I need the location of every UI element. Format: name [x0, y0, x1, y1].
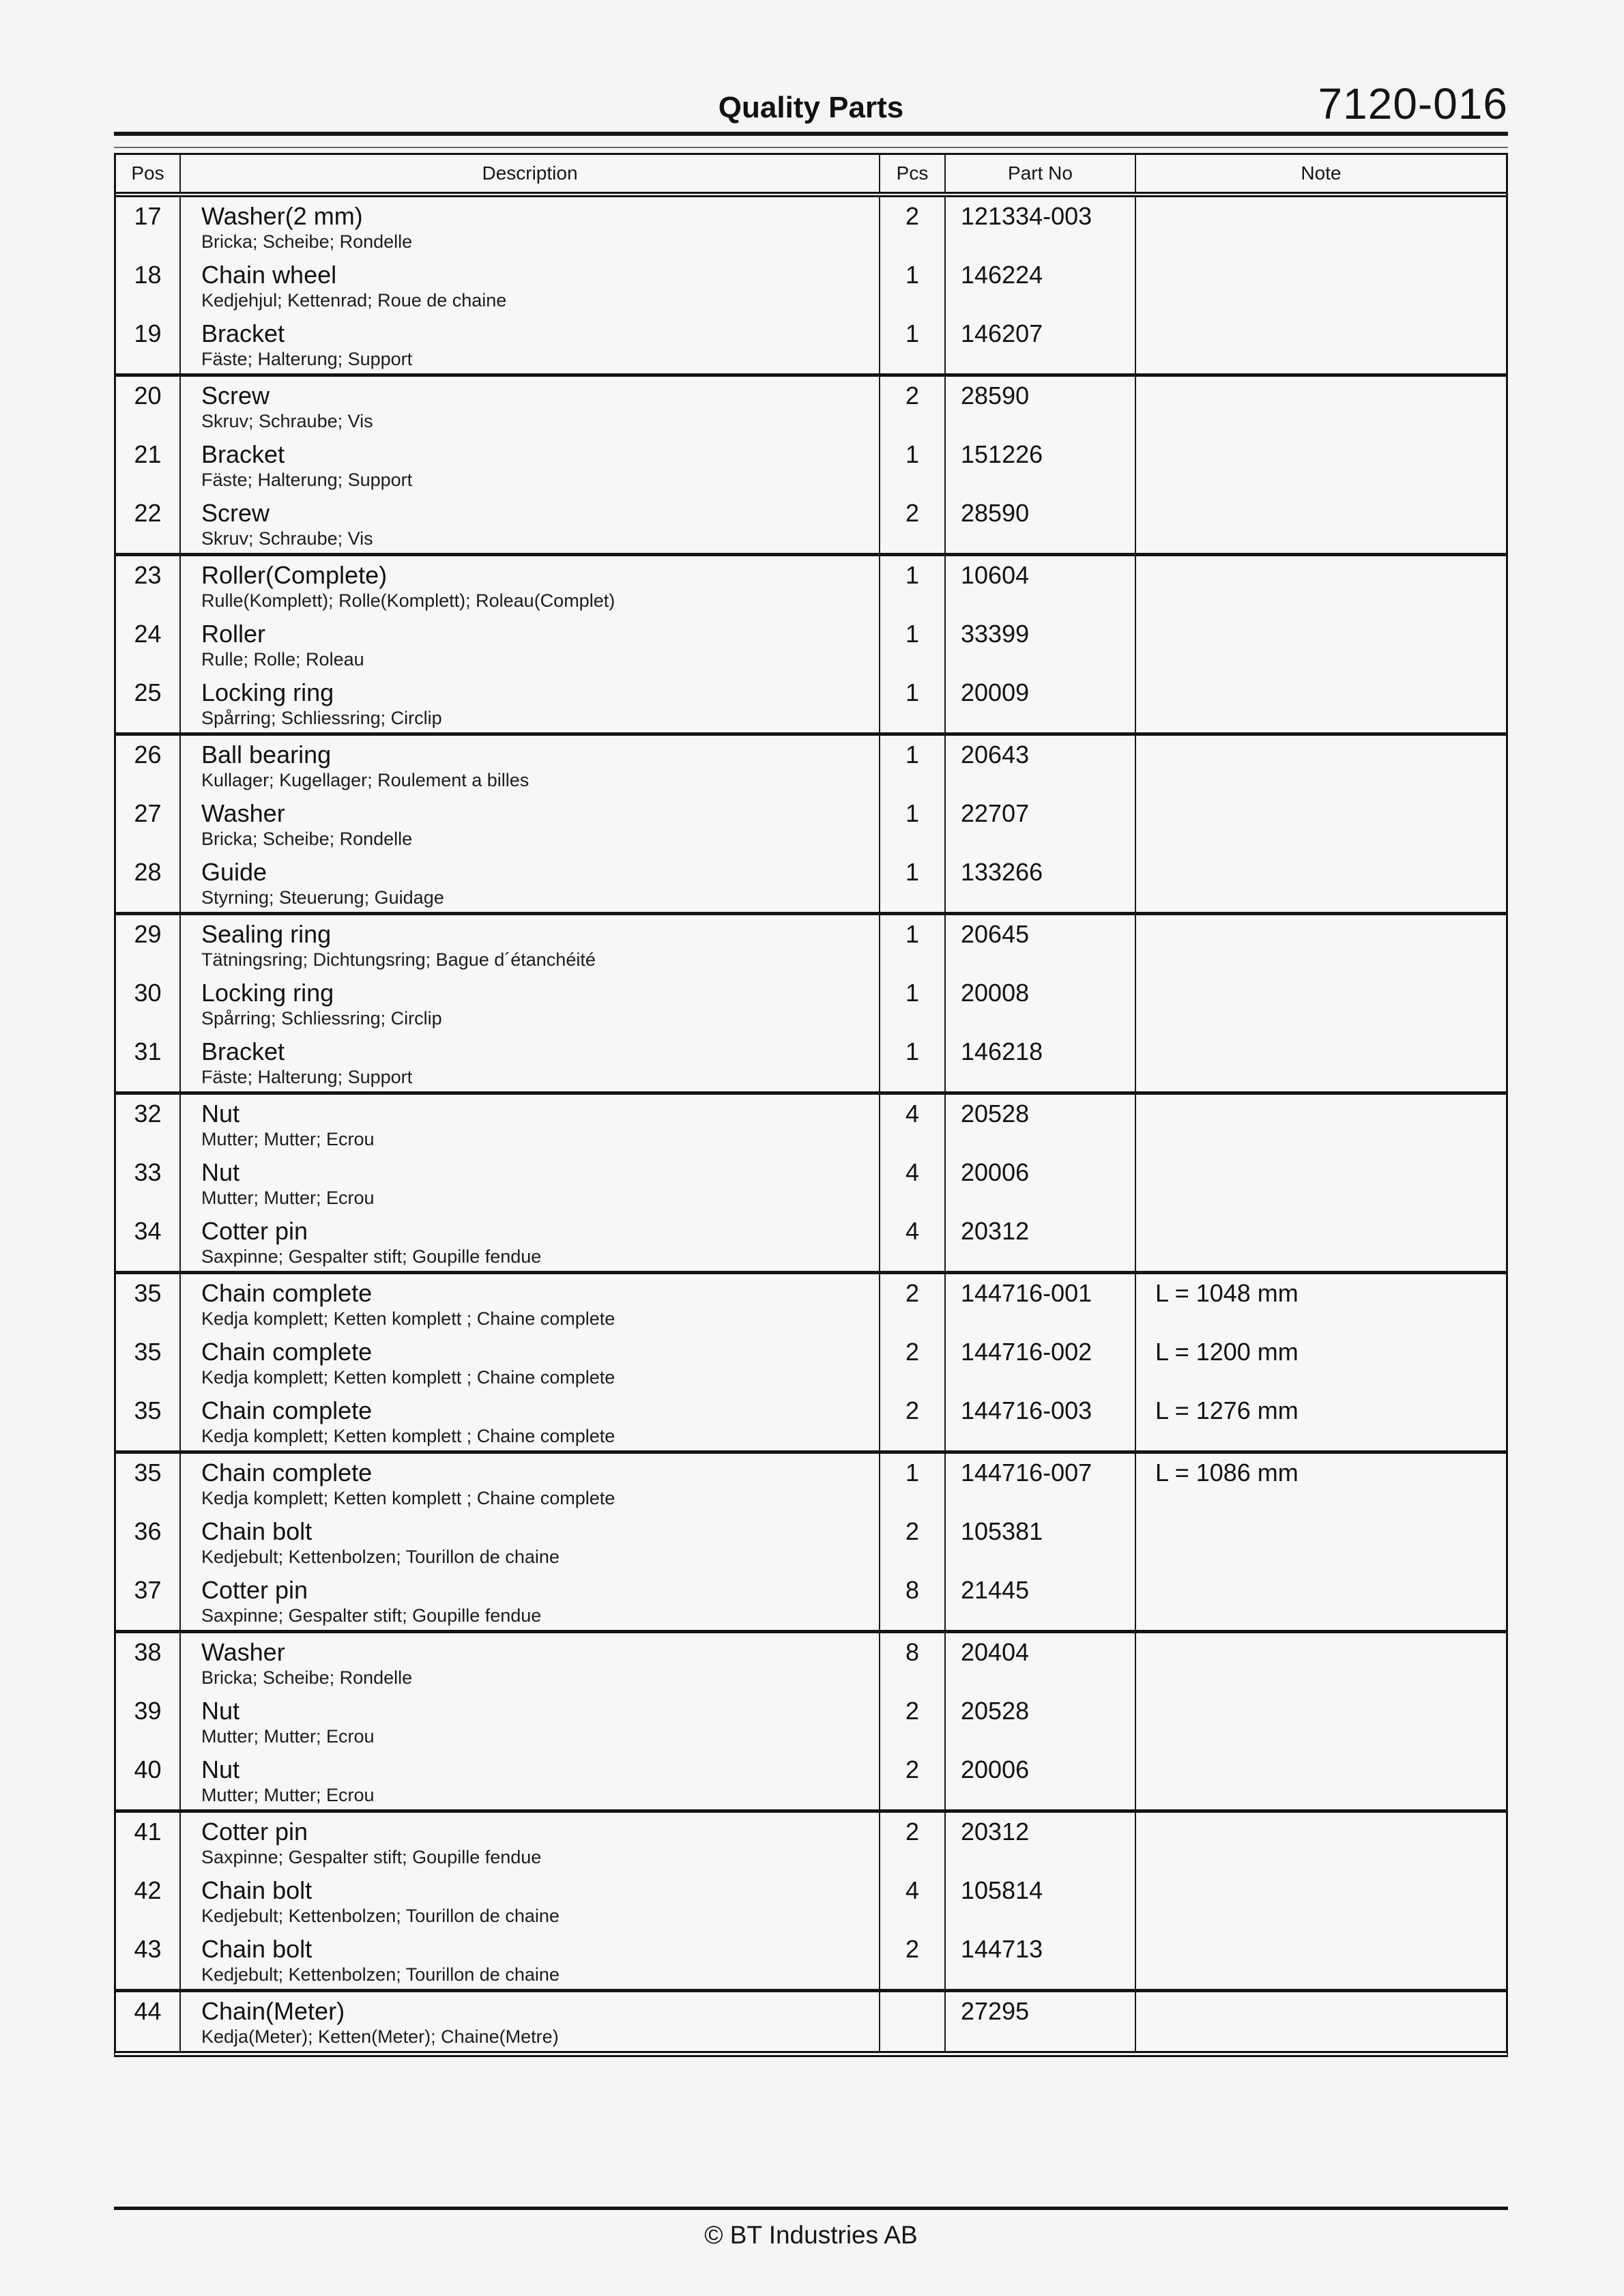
column-header-description: Description — [181, 155, 880, 192]
description-cell — [181, 1871, 880, 1930]
description-main: Chain wheel — [201, 261, 337, 289]
description-main: Chain bolt — [201, 1935, 313, 1963]
pos-cell: 23 — [116, 556, 181, 615]
pcs-cell: 2 — [880, 1512, 946, 1571]
part-no-cell: 144716-003 — [946, 1392, 1136, 1450]
description-cell — [181, 794, 880, 853]
part-no-cell: 144713 — [946, 1930, 1136, 1989]
note-cell — [1136, 1571, 1506, 1630]
doc-number: 7120-016 — [1318, 79, 1508, 128]
note-cell — [1136, 1751, 1506, 1809]
pcs-cell — [880, 1992, 946, 2051]
pcs-cell: 1 — [880, 1454, 946, 1512]
pcs-cell: 1 — [880, 256, 946, 315]
description-cell — [181, 853, 880, 912]
part-no-cell: 20312 — [946, 1212, 1136, 1271]
description-main: Cotter pin — [201, 1818, 308, 1846]
parts-table — [114, 153, 1508, 2057]
pcs-cell: 2 — [880, 1692, 946, 1751]
part-no-cell: 121334-003 — [946, 197, 1136, 256]
note-cell — [1136, 853, 1506, 912]
description-main: Screw — [201, 499, 270, 527]
description-cell — [181, 377, 880, 435]
table-row — [116, 1033, 1506, 1091]
part-no-cell: 20006 — [946, 1751, 1136, 1809]
pos-cell: 33 — [116, 1153, 181, 1212]
note-cell — [1136, 1992, 1506, 2051]
page-title: Quality Parts — [718, 91, 904, 124]
description-cell — [181, 494, 880, 553]
pcs-cell: 4 — [880, 1871, 946, 1930]
pcs-cell: 1 — [880, 435, 946, 494]
description-cell — [181, 1153, 880, 1212]
description-main: Locking ring — [201, 678, 334, 706]
part-no-cell: 133266 — [946, 853, 1136, 912]
column-header-pos: Pos — [116, 155, 181, 192]
description-sub: Kedja komplett; Ketten komplett ; Chaine complete — [201, 1367, 615, 1388]
description-sub: Kullager; Kugellager; Roulement a billes — [201, 770, 530, 790]
note-cell — [1136, 1033, 1506, 1091]
pos-cell: 24 — [116, 615, 181, 674]
pcs-cell: 2 — [880, 1392, 946, 1450]
pcs-cell: 2 — [880, 1930, 946, 1989]
description-main: Washer(2 mm) — [201, 202, 363, 230]
table-row — [116, 615, 1506, 674]
note-cell — [1136, 435, 1506, 494]
note-cell — [1136, 736, 1506, 794]
description-cell — [181, 1512, 880, 1571]
row-group — [116, 1633, 1506, 1813]
part-no-cell: 20312 — [946, 1813, 1136, 1871]
note-cell — [1136, 974, 1506, 1033]
table-row — [116, 736, 1506, 794]
note-cell — [1136, 1512, 1506, 1571]
note-cell — [1136, 377, 1506, 435]
pcs-cell: 4 — [880, 1153, 946, 1212]
part-no-cell: 20404 — [946, 1633, 1136, 1692]
pos-cell: 27 — [116, 794, 181, 853]
description-cell — [181, 1212, 880, 1271]
part-no-cell: 20009 — [946, 674, 1136, 732]
pos-cell: 35 — [116, 1274, 181, 1333]
description-sub: Kedja komplett; Ketten komplett ; Chaine complete — [201, 1308, 615, 1329]
row-group — [116, 1813, 1506, 1992]
row-group — [116, 1274, 1506, 1454]
table-row — [116, 1571, 1506, 1630]
description-main: Cotter pin — [201, 1217, 308, 1245]
description-sub: Saxpinne; Gespalter stift; Goupille fendue — [201, 1605, 542, 1626]
description-cell — [181, 1633, 880, 1692]
table-row — [116, 435, 1506, 494]
part-no-cell: 146224 — [946, 256, 1136, 315]
pos-cell: 34 — [116, 1212, 181, 1271]
description-sub: Saxpinne; Gespalter stift; Goupille fendue — [201, 1246, 542, 1267]
description-cell — [181, 736, 880, 794]
table-row — [116, 556, 1506, 615]
row-group — [116, 556, 1506, 736]
description-sub: Mutter; Mutter; Ecrou — [201, 1785, 375, 1805]
description-main: Ball bearing — [201, 741, 332, 769]
table-row — [116, 1333, 1506, 1392]
pcs-cell: 1 — [880, 853, 946, 912]
table-row — [116, 915, 1506, 974]
description-sub: Kedjebult; Kettenbolzen; Tourillon de chaine — [201, 1547, 560, 1567]
table-row — [116, 1751, 1506, 1809]
description-main: Chain(Meter) — [201, 1997, 345, 2025]
note-cell: L = 1200 mm — [1155, 1338, 1299, 1366]
pos-cell: 40 — [116, 1751, 181, 1809]
description-sub: Fäste; Halterung; Support — [201, 1067, 413, 1087]
table-row — [116, 1871, 1506, 1930]
note-cell — [1136, 1813, 1506, 1871]
description-main: Chain complete — [201, 1279, 373, 1307]
pcs-cell: 2 — [880, 1751, 946, 1809]
pcs-cell: 1 — [880, 674, 946, 732]
note-cell: L = 1276 mm — [1155, 1396, 1299, 1424]
note-cell: L = 1048 mm — [1155, 1279, 1299, 1307]
pcs-cell: 1 — [880, 315, 946, 373]
pos-cell: 22 — [116, 494, 181, 553]
table-row — [116, 1633, 1506, 1692]
pos-cell: 35 — [116, 1454, 181, 1512]
part-no-cell: 20006 — [946, 1153, 1136, 1212]
description-main: Nut — [201, 1158, 240, 1186]
description-main: Chain complete — [201, 1338, 373, 1366]
part-no-cell: 22707 — [946, 794, 1136, 853]
row-group — [116, 1992, 1506, 2051]
description-sub: Bricka; Scheibe; Rondelle — [201, 231, 413, 252]
pre-table-rule — [114, 147, 1508, 148]
description-sub: Rulle(Komplett); Rolle(Komplett); Roleau(Complet) — [201, 590, 615, 611]
part-no-cell: 21445 — [946, 1571, 1136, 1630]
description-main: Roller — [201, 620, 266, 648]
description-sub: Kedjehjul; Kettenrad; Roue de chaine — [201, 290, 507, 311]
description-cell — [181, 1095, 880, 1153]
description-main: Cotter pin — [201, 1576, 308, 1604]
row-group — [116, 736, 1506, 915]
description-sub: Bricka; Scheibe; Rondelle — [201, 1667, 413, 1688]
description-main: Nut — [201, 1100, 240, 1128]
description-cell — [181, 615, 880, 674]
pos-cell: 31 — [116, 1033, 181, 1091]
pos-cell: 39 — [116, 1692, 181, 1751]
description-cell — [181, 674, 880, 732]
note-cell — [1136, 1930, 1506, 1989]
part-no-cell: 146218 — [946, 1033, 1136, 1091]
description-cell — [181, 556, 880, 615]
pcs-cell: 1 — [880, 794, 946, 853]
description-cell — [181, 1571, 880, 1630]
description-cell — [181, 1454, 880, 1512]
description-cell — [181, 1274, 880, 1333]
pos-cell: 19 — [116, 315, 181, 373]
note-cell — [1136, 315, 1506, 373]
note-cell — [1136, 1095, 1506, 1153]
footer-text: © BT Industries AB — [704, 2221, 918, 2249]
description-cell — [181, 915, 880, 974]
note-cell — [1136, 1692, 1506, 1751]
pos-cell: 26 — [116, 736, 181, 794]
pos-cell: 36 — [116, 1512, 181, 1571]
row-group — [116, 915, 1506, 1095]
part-no-cell: 20008 — [946, 974, 1136, 1033]
column-header-part-no: Part No — [946, 155, 1136, 192]
pcs-cell: 4 — [880, 1212, 946, 1271]
pcs-cell: 2 — [880, 1274, 946, 1333]
pos-cell: 42 — [116, 1871, 181, 1930]
row-group — [116, 377, 1506, 556]
description-main: Chain complete — [201, 1396, 373, 1424]
table-row — [116, 1512, 1506, 1571]
description-sub: Kedja komplett; Ketten komplett ; Chaine complete — [201, 1426, 615, 1446]
description-main: Sealing ring — [201, 920, 332, 948]
pcs-cell: 1 — [880, 556, 946, 615]
note-cell — [1136, 256, 1506, 315]
row-group — [116, 1454, 1506, 1633]
table-row — [116, 1392, 1506, 1450]
pos-cell: 28 — [116, 853, 181, 912]
note-cell — [1136, 197, 1506, 256]
description-cell — [181, 256, 880, 315]
pos-cell: 21 — [116, 435, 181, 494]
description-sub: Rulle; Rolle; Roleau — [201, 649, 364, 670]
note-cell — [1136, 556, 1506, 615]
pos-cell: 37 — [116, 1571, 181, 1630]
pos-cell: 29 — [116, 915, 181, 974]
description-sub: Mutter; Mutter; Ecrou — [201, 1188, 375, 1208]
pcs-cell: 2 — [880, 1333, 946, 1392]
note-cell — [1136, 674, 1506, 732]
note-cell: L = 1086 mm — [1155, 1459, 1299, 1487]
description-sub: Skruv; Schraube; Vis — [201, 528, 373, 549]
note-cell — [1136, 1871, 1506, 1930]
pos-cell: 41 — [116, 1813, 181, 1871]
description-cell — [181, 1392, 880, 1450]
table-row — [116, 377, 1506, 435]
description-main: Bracket — [201, 1037, 285, 1065]
pcs-cell: 1 — [880, 974, 946, 1033]
table-row — [116, 315, 1506, 373]
description-main: Chain bolt — [201, 1876, 313, 1904]
pos-cell: 17 — [116, 197, 181, 256]
pos-cell: 43 — [116, 1930, 181, 1989]
part-no-cell: 20528 — [946, 1692, 1136, 1751]
pos-cell: 18 — [116, 256, 181, 315]
part-no-cell: 144716-002 — [946, 1333, 1136, 1392]
pos-cell: 44 — [116, 1992, 181, 2051]
description-cell — [181, 1930, 880, 1989]
page-footer — [114, 2207, 1508, 2250]
part-no-cell: 33399 — [946, 615, 1136, 674]
description-sub: Saxpinne; Gespalter stift; Goupille fendue — [201, 1847, 542, 1867]
column-header-note: Note — [1301, 162, 1342, 184]
description-cell — [181, 1751, 880, 1809]
pcs-cell: 1 — [880, 1033, 946, 1091]
pos-cell: 38 — [116, 1633, 181, 1692]
table-row — [116, 1153, 1506, 1212]
description-sub: Kedjebult; Kettenbolzen; Tourillon de chaine — [201, 1964, 560, 1985]
description-sub: Kedja komplett; Ketten komplett ; Chaine complete — [201, 1488, 615, 1508]
description-main: Bracket — [201, 440, 285, 468]
pcs-cell: 2 — [880, 494, 946, 553]
description-main: Guide — [201, 858, 267, 886]
description-main: Screw — [201, 382, 270, 410]
pcs-cell: 4 — [880, 1095, 946, 1153]
description-sub: Fäste; Halterung; Support — [201, 349, 413, 369]
note-cell — [1136, 1633, 1506, 1692]
table-row — [116, 1454, 1506, 1512]
pcs-cell: 8 — [880, 1571, 946, 1630]
row-group — [116, 1095, 1506, 1274]
note-cell — [1136, 1153, 1506, 1212]
description-cell — [181, 1692, 880, 1751]
table-row — [116, 1212, 1506, 1271]
description-cell — [181, 1992, 880, 2051]
note-cell — [1136, 1212, 1506, 1271]
table-row — [116, 794, 1506, 853]
description-cell — [181, 974, 880, 1033]
pos-cell: 35 — [116, 1392, 181, 1450]
description-main: Chain bolt — [201, 1517, 313, 1545]
description-sub: Spårring; Schliessring; Circlip — [201, 708, 442, 728]
description-main: Nut — [201, 1697, 240, 1725]
note-cell — [1136, 794, 1506, 853]
table-row — [116, 674, 1506, 732]
table-row — [116, 1813, 1506, 1871]
pcs-cell: 2 — [880, 377, 946, 435]
description-sub: Kedjebult; Kettenbolzen; Tourillon de chaine — [201, 1906, 560, 1926]
description-sub: Bricka; Scheibe; Rondelle — [201, 829, 413, 849]
part-no-cell: 105814 — [946, 1871, 1136, 1930]
description-main: Chain complete — [201, 1459, 373, 1487]
table-row — [116, 494, 1506, 553]
part-no-cell: 20645 — [946, 915, 1136, 974]
row-group — [116, 197, 1506, 377]
table-body — [116, 197, 1506, 2051]
note-cell — [1136, 494, 1506, 553]
description-main: Bracket — [201, 319, 285, 347]
description-cell — [181, 1033, 880, 1091]
pcs-cell: 1 — [880, 915, 946, 974]
part-no-cell: 144716-007 — [946, 1454, 1136, 1512]
table-row — [116, 1095, 1506, 1153]
pcs-cell: 2 — [880, 197, 946, 256]
part-no-cell: 146207 — [946, 315, 1136, 373]
table-row — [116, 256, 1506, 315]
note-cell — [1136, 915, 1506, 974]
table-row — [116, 974, 1506, 1033]
page-header — [114, 0, 1508, 136]
page-content — [114, 0, 1508, 2250]
note-cell — [1136, 615, 1506, 674]
pos-cell: 35 — [116, 1333, 181, 1392]
pos-cell: 20 — [116, 377, 181, 435]
part-no-cell: 28590 — [946, 494, 1136, 553]
part-no-cell: 10604 — [946, 556, 1136, 615]
pos-cell: 25 — [116, 674, 181, 732]
pos-cell: 30 — [116, 974, 181, 1033]
description-main: Locking ring — [201, 979, 334, 1007]
description-sub: Styrning; Steuerung; Guidage — [201, 887, 444, 908]
table-row — [116, 197, 1506, 256]
description-cell — [181, 1813, 880, 1871]
description-cell — [181, 197, 880, 256]
pcs-cell: 8 — [880, 1633, 946, 1692]
description-cell — [181, 1333, 880, 1392]
part-no-cell: 28590 — [946, 377, 1136, 435]
description-sub: Mutter; Mutter; Ecrou — [201, 1129, 375, 1149]
description-sub: Skruv; Schraube; Vis — [201, 411, 373, 431]
description-cell — [181, 435, 880, 494]
description-main: Nut — [201, 1755, 240, 1783]
description-main: Roller(Complete) — [201, 561, 388, 589]
table-row — [116, 1692, 1506, 1751]
column-header-pcs: Pcs — [880, 155, 946, 192]
table-row — [116, 1930, 1506, 1989]
description-cell — [181, 315, 880, 373]
table-header-row — [116, 155, 1506, 197]
pcs-cell: 2 — [880, 1813, 946, 1871]
pcs-cell: 1 — [880, 615, 946, 674]
part-no-cell: 20528 — [946, 1095, 1136, 1153]
table-row — [116, 1992, 1506, 2051]
part-no-cell: 105381 — [946, 1512, 1136, 1571]
description-sub: Kedja(Meter); Ketten(Meter); Chaine(Metre) — [201, 2026, 559, 2047]
pcs-cell: 1 — [880, 736, 946, 794]
description-main: Washer — [201, 1638, 285, 1666]
description-sub: Fäste; Halterung; Support — [201, 470, 413, 490]
description-sub: Mutter; Mutter; Ecrou — [201, 1726, 375, 1747]
part-no-cell: 151226 — [946, 435, 1136, 494]
table-row — [116, 1274, 1506, 1333]
description-sub: Spårring; Schliessring; Circlip — [201, 1008, 442, 1029]
description-sub: Tätningsring; Dichtungsring; Bague d´étanchéité — [201, 949, 596, 970]
description-main: Washer — [201, 799, 285, 827]
part-no-cell: 27295 — [946, 1992, 1136, 2051]
part-no-cell: 144716-001 — [946, 1274, 1136, 1333]
part-no-cell: 20643 — [946, 736, 1136, 794]
table-row — [116, 853, 1506, 912]
pos-cell: 32 — [116, 1095, 181, 1153]
